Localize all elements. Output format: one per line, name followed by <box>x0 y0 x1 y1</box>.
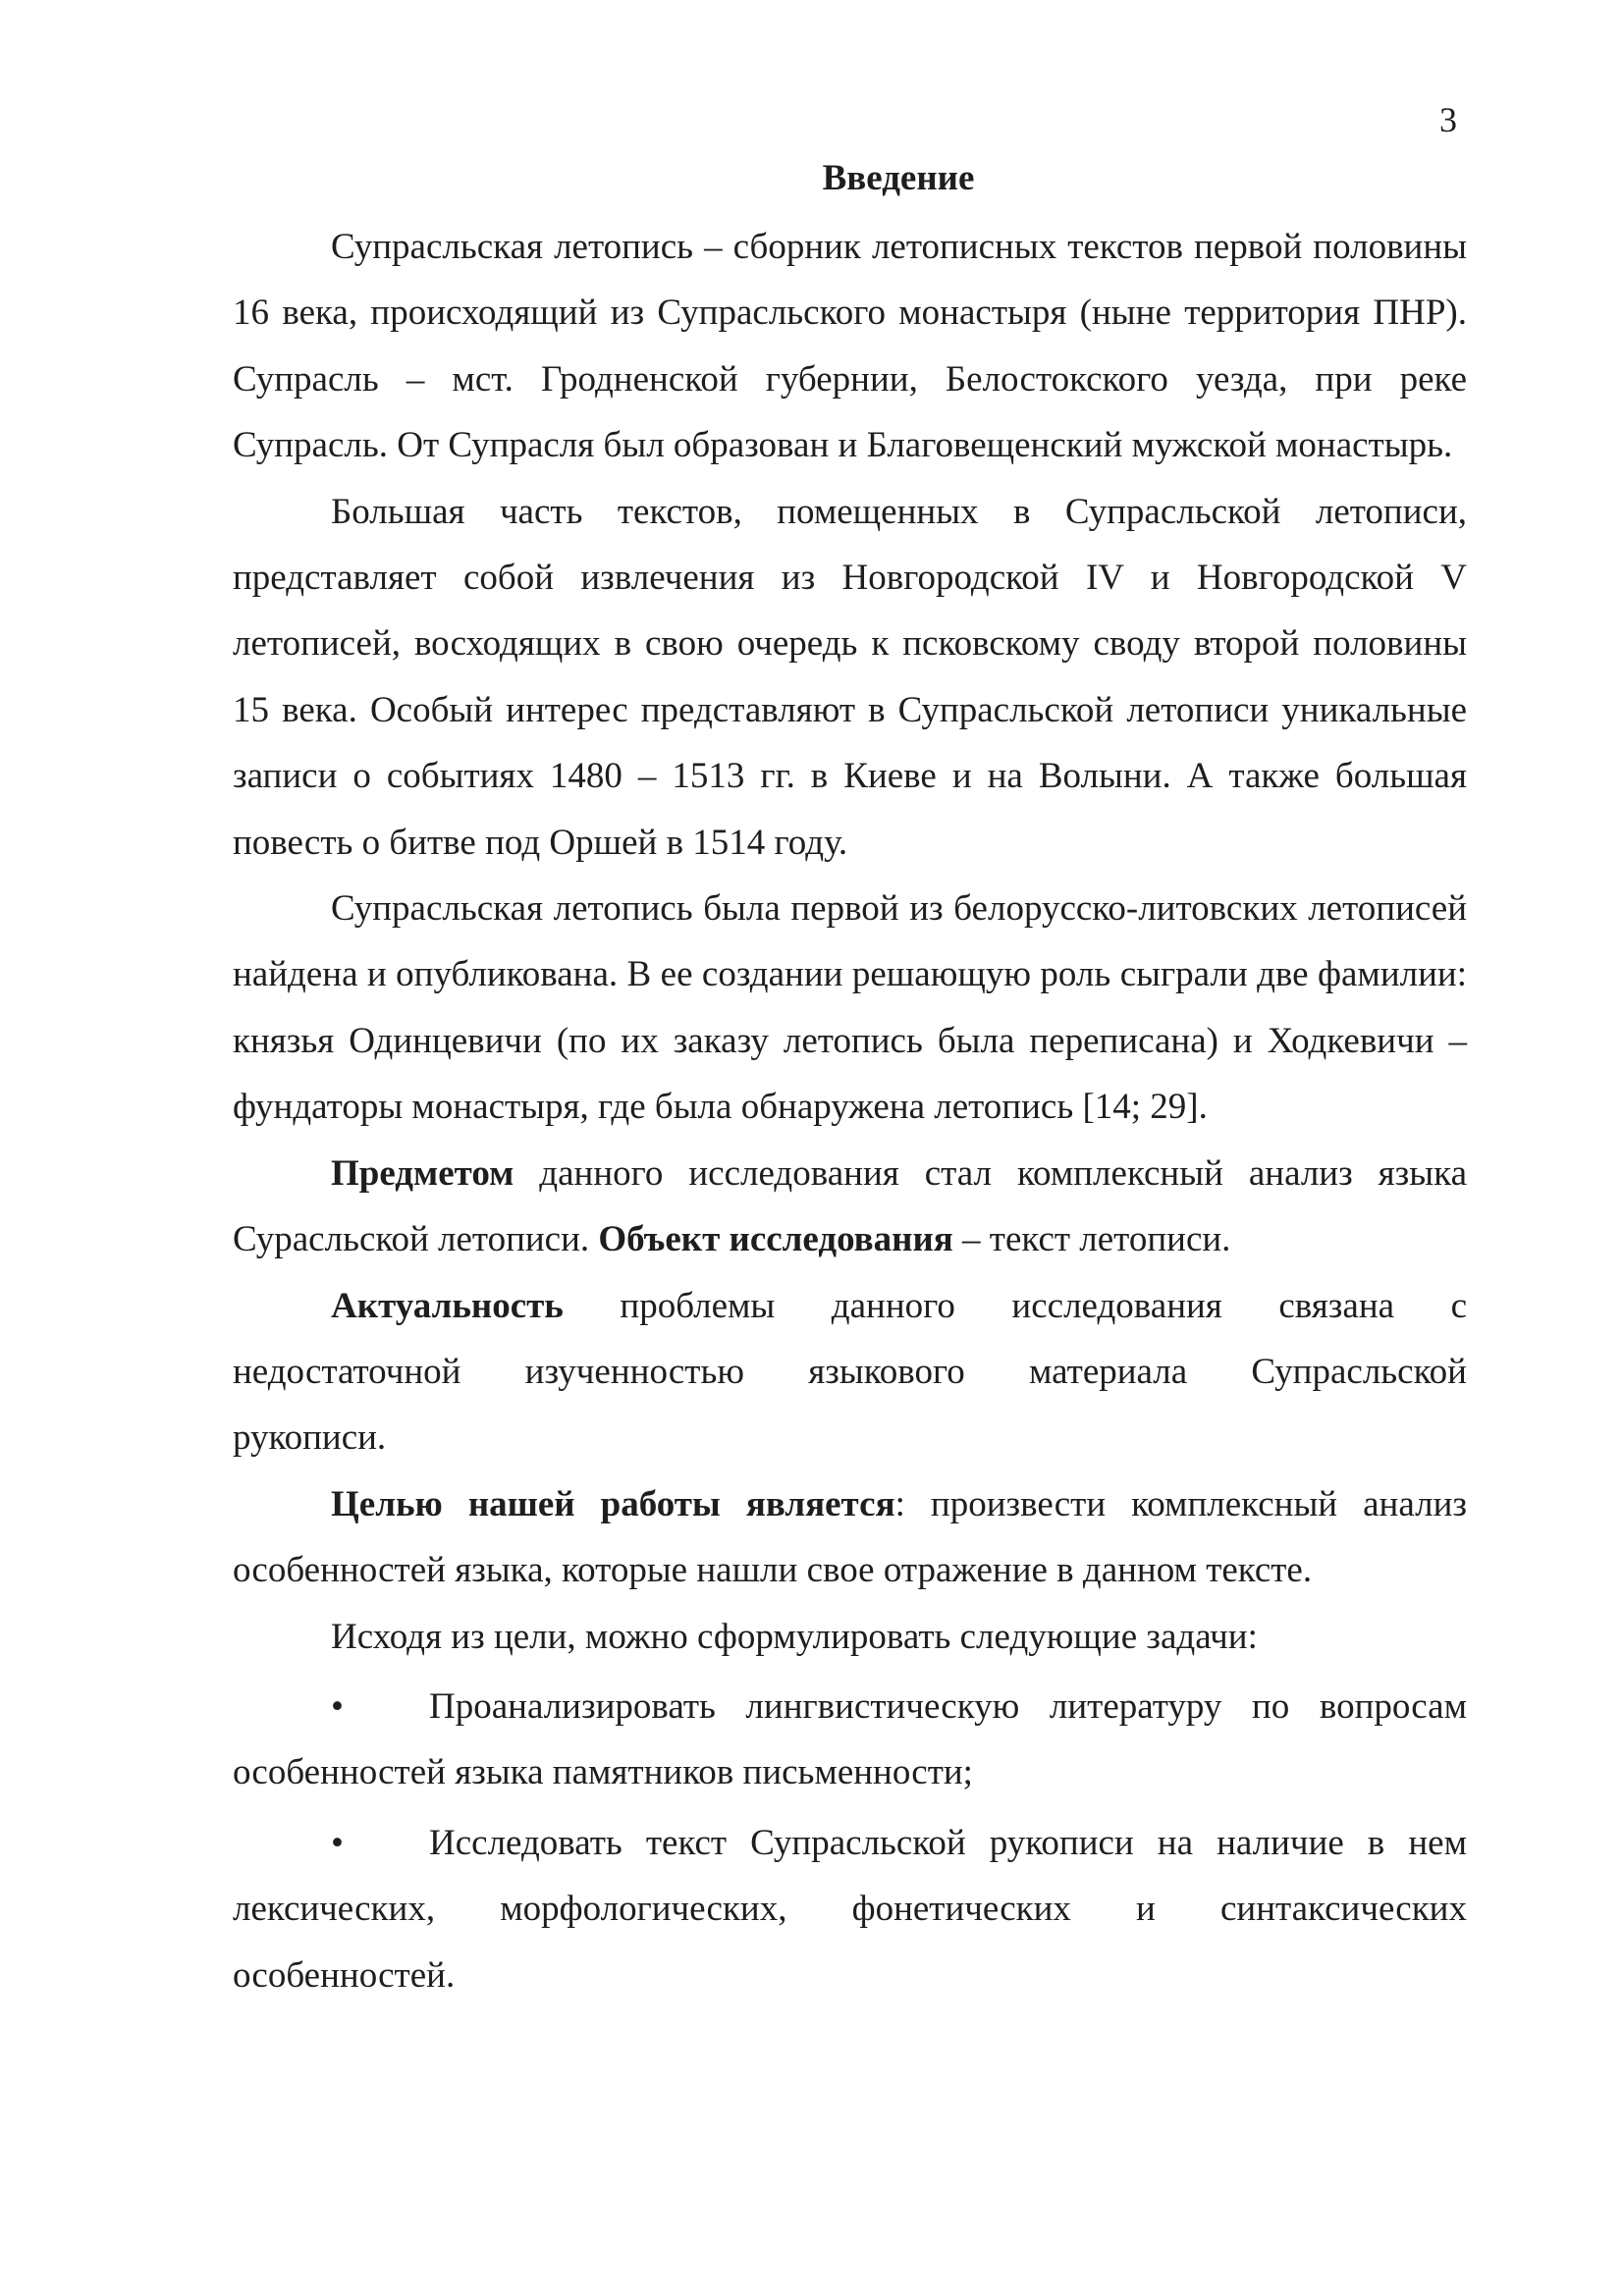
document-body <box>233 214 1467 2008</box>
paragraph-relevance <box>233 1273 1467 1471</box>
bullet-icon: • <box>331 1685 344 1727</box>
paragraph-intro: Супрасльская летопись – сборник летописных текстов первой половины 16 века, происходящий из Супрасльского монастыря (ныне территория ПНР). Супрасль – мст. Гродненской губернии, Белостокского уезда, при реке Супрасль. От Супрасля был образован и Благовещенский мужской монастырь. <box>233 227 1467 466</box>
task-list-item <box>233 1674 1467 1806</box>
goal-term: Целью нашей работы является <box>331 1483 895 1524</box>
paragraph-publication: Супрасльская летопись была первой из белорусско-литовских летописей найдена и опубликована. В ее создании решающую роль сыграли две фамилии: князья Одинцевичи (по их заказу летопись была переписана) и Ходкевичи – фундаторы монастыря, где была обнаружена летопись [14; 29]. <box>233 888 1467 1128</box>
paragraph-tasks-intro: Исходя из цели, можно сформулировать следующие задачи: <box>331 1616 1258 1657</box>
paragraph-subject-object <box>233 1141 1467 1273</box>
task-text: Исследовать текст Супрасльской рукописи на наличие в нем лексических, морфологических, фонетических и синтаксических особенностей. <box>233 1822 1467 1996</box>
relevance-term: Актуальность <box>331 1285 564 1326</box>
object-term: Объект исследования <box>598 1219 953 1260</box>
page-number: 3 <box>1439 100 1457 139</box>
subject-text: данного исследования стал комплексный анализ языка Сурасльской летописи. <box>233 1152 1467 1260</box>
goal-text: : произвести комплексный анализ особенностей языка, которые нашли свое отражение в данном тексте. <box>233 1483 1467 1591</box>
bullet-icon: • <box>331 1822 344 1863</box>
paragraph-sources: Большая часть текстов, помещенных в Супрасльской летописи, представляет собой извлечения из Новгородской IV и Новгородской V летописей, восходящих в свою очередь к псковскому своду второй половины 15 века. Особый интерес представляют в Супрасльской летописи уникальные записи о событиях 1480 – 1513 гг. в Киеве и на Волыни. А также большая повесть о битве под Оршей в 1514 году. <box>233 491 1467 863</box>
subject-term: Предметом <box>331 1152 514 1194</box>
relevance-text: проблемы данного исследования связана с недостаточной изученностью языкового материала Супрасльской <box>233 1285 1467 1392</box>
object-text: – текст летописи. <box>952 1219 1231 1260</box>
task-text: Проанализировать лингвистическую литературу по вопросам особенностей языка памятников письменности; <box>233 1685 1467 1793</box>
paragraph-goal <box>233 1471 1467 1604</box>
relevance-last-line: рукописи. <box>233 1417 387 1459</box>
task-list-item <box>233 1810 1467 2008</box>
section-heading: Введение <box>822 158 975 198</box>
